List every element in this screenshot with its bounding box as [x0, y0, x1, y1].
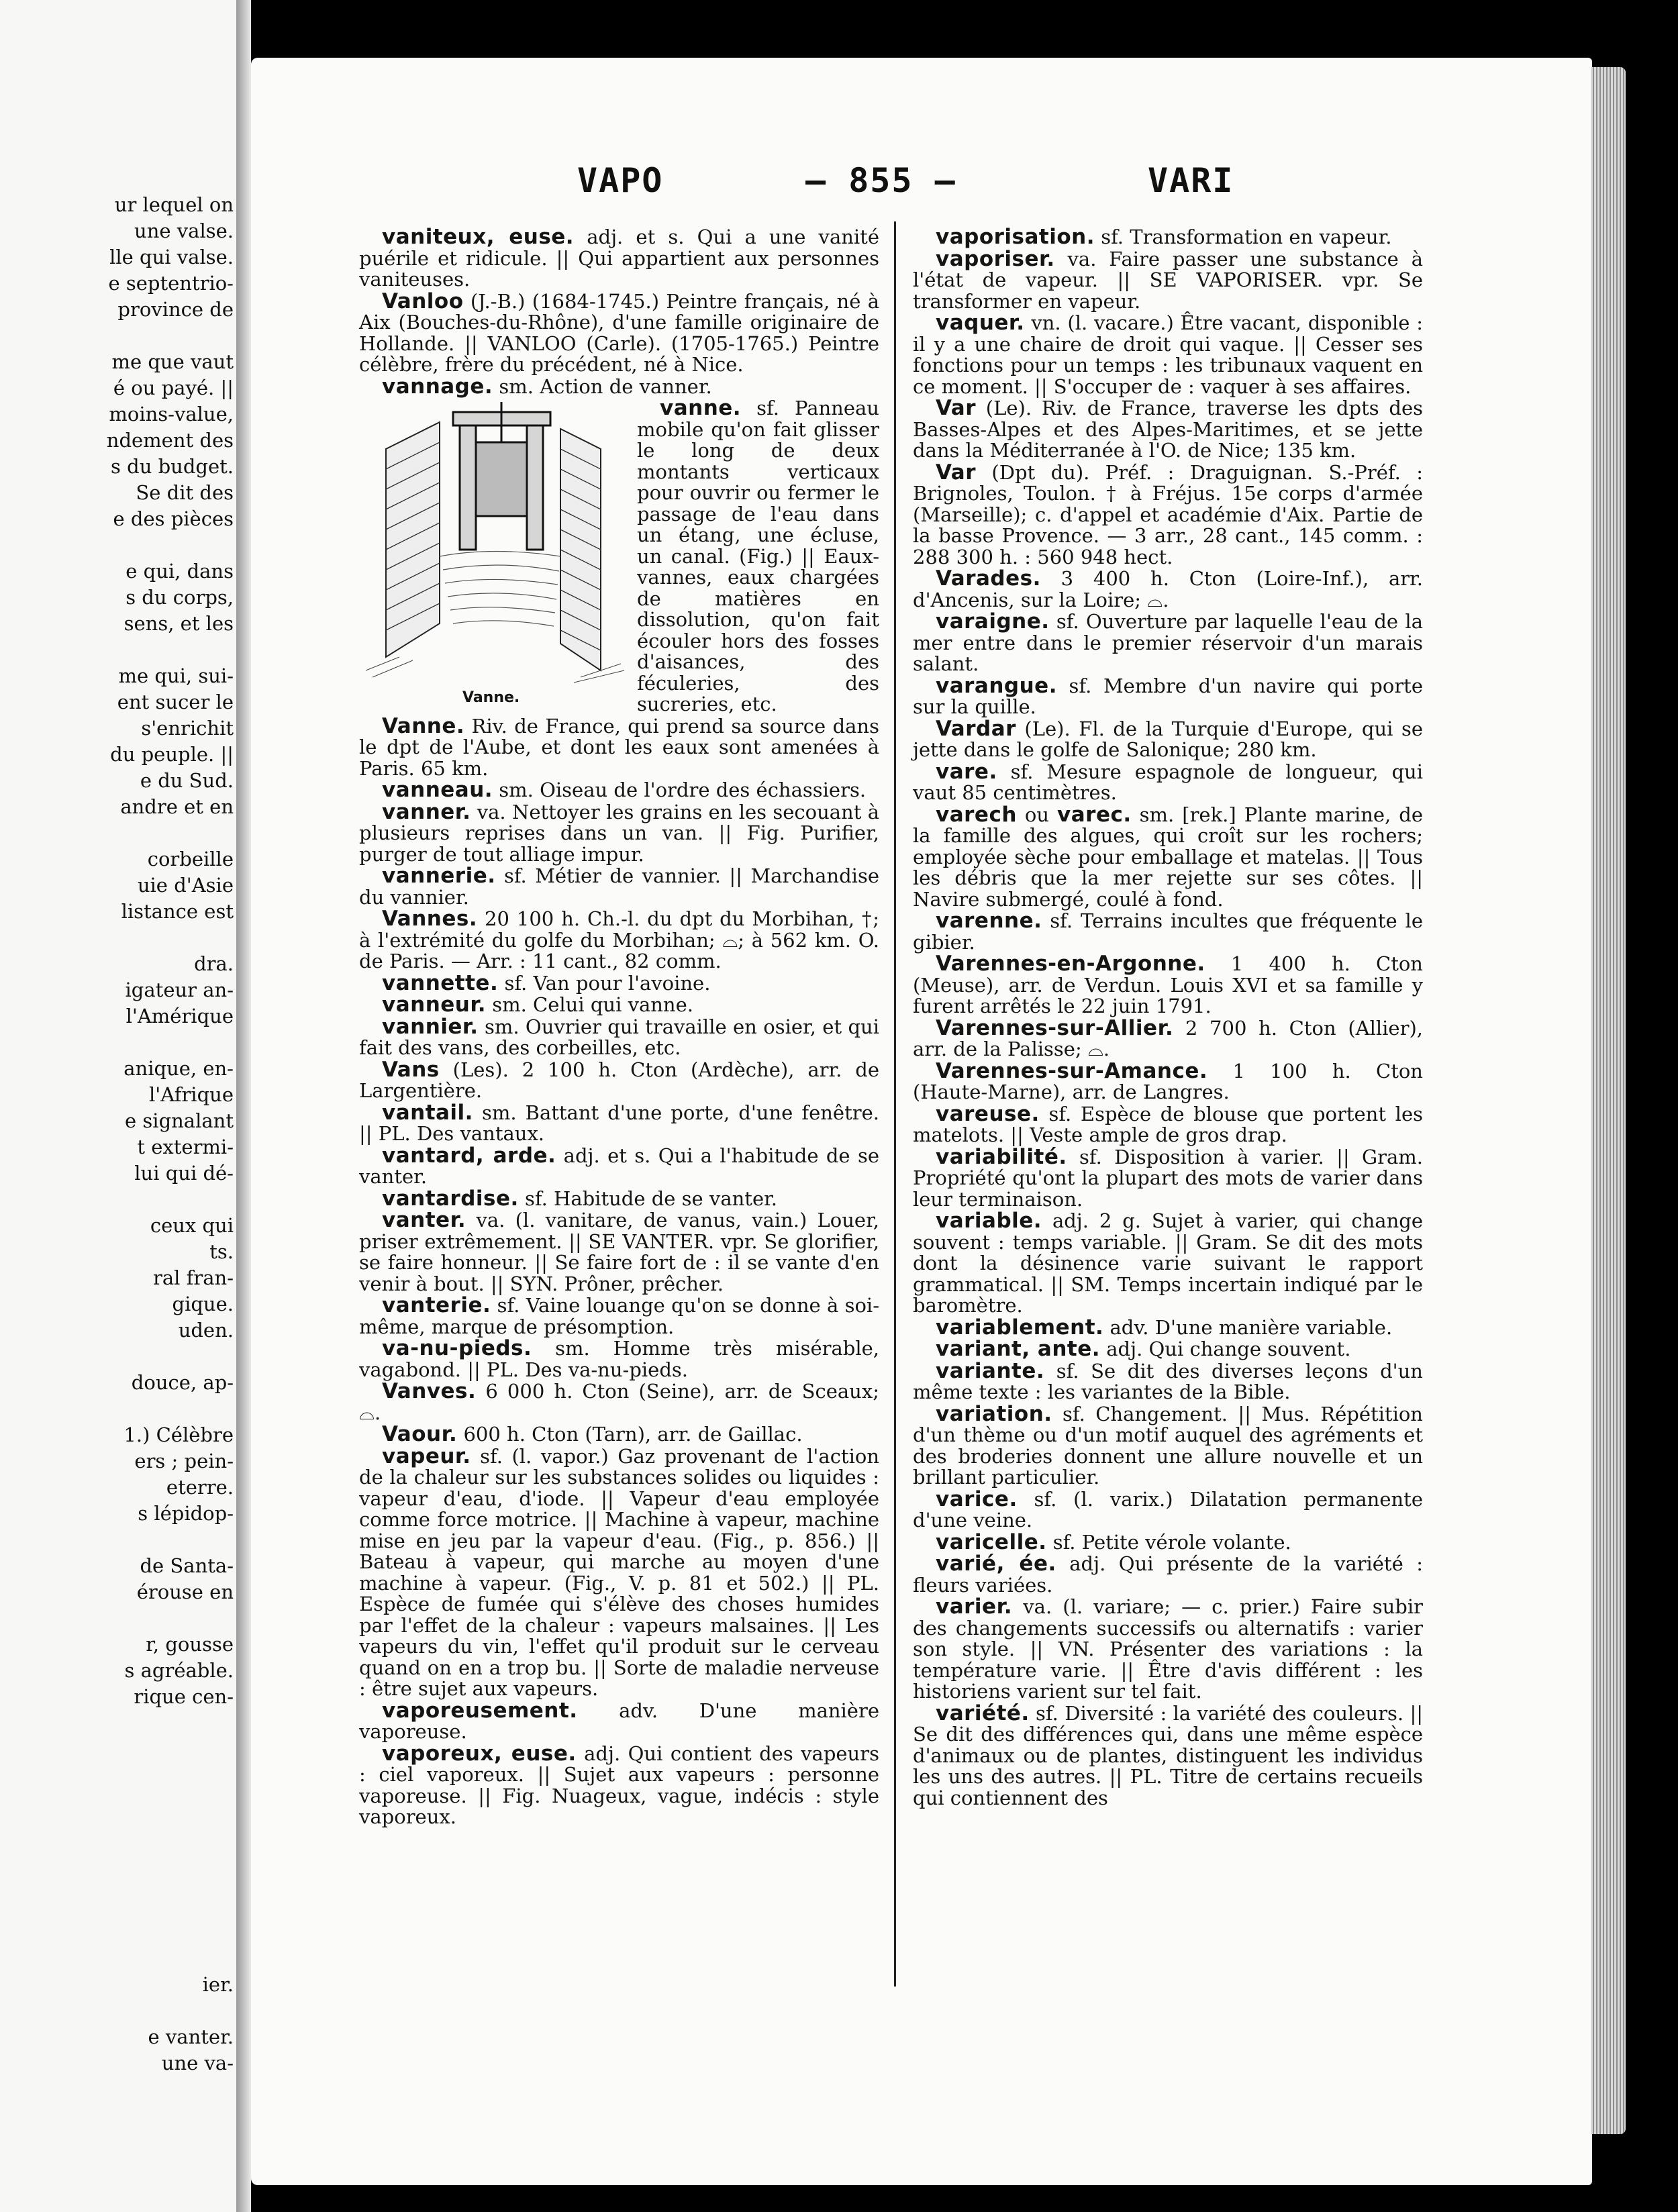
- entry-headword: variation.: [936, 1401, 1052, 1426]
- entry-definition: sm. Homme très misérable, vagabond. || PL. Des va-nu-pieds.: [359, 1337, 879, 1381]
- dictionary-entry: [913, 1358, 1423, 1403]
- entry-headword: variabilité.: [936, 1144, 1067, 1169]
- dictionary-entry: [359, 970, 879, 995]
- facing-page-line: e du Sud.: [140, 769, 234, 792]
- entry-definition: 1 100 h. Cton (Haute-Marne), arr. de Langres.: [913, 1059, 1423, 1103]
- entry-definition: 2 700 h. Cton (Allier), arr. de la Palisse; ⌓.: [913, 1016, 1423, 1060]
- facing-page-line: moins-value,: [109, 403, 234, 425]
- entry-headword: Varades.: [936, 566, 1041, 591]
- dictionary-entry: [359, 1143, 879, 1188]
- entry-headword: vantail.: [382, 1100, 473, 1125]
- dictionary-entry: [359, 995, 879, 1016]
- entry-definition: adj. Qui change souvent.: [1100, 1338, 1351, 1360]
- facing-page-line: du peuple. ||: [110, 743, 234, 766]
- entry-definition: adv. D'une manière variable.: [1103, 1315, 1393, 1339]
- entry-headword: varier.: [936, 1595, 1013, 1619]
- dictionary-entry: [913, 1211, 1423, 1317]
- entry-headword: vanter.: [382, 1208, 466, 1232]
- dictionary-entry: [913, 1058, 1423, 1103]
- facing-page-line: une valse.: [134, 219, 234, 242]
- dictionary-entry: [913, 462, 1423, 568]
- facing-page-line: s lépidop-: [138, 1502, 234, 1525]
- facing-page-line: érouse en: [136, 1580, 234, 1603]
- entry-headword: variablement.: [936, 1315, 1104, 1340]
- entry-definition: 20 100 h. Ch.-l. du dpt du Morbihan, †; à l'extrémité du golfe du Morbihan; ⌓; à 562 km. O. de Paris. — Arr. : 11 cant., 82 comm.: [359, 907, 879, 972]
- entry-definition: adv. D'une manière vaporeuse.: [359, 1699, 879, 1743]
- entry-definition: (Les). 2 100 h. Cton (Ardèche), arr. de Largentière.: [359, 1058, 879, 1102]
- dictionary-entry: [359, 909, 879, 972]
- entry-definition: 6 000 h. Cton (Seine), arr. de Sceaux; ⌓.: [359, 1380, 879, 1424]
- entry-definition: sf. Ouverture par laquelle l'eau de la mer entre dans le premier réservoir d'un marais salant.: [913, 610, 1423, 675]
- entry-definition: 1 400 h. Cton (Meuse), arr. de Verdun. Louis XVI et sa famille y furent arrêtés le 22 juin 1791.: [913, 952, 1423, 1017]
- dictionary-entry: [913, 1144, 1423, 1211]
- facing-page-line: ts.: [209, 1240, 234, 1263]
- entry-headword: vannette.: [382, 970, 499, 995]
- running-header: [322, 161, 1289, 208]
- dictionary-entry: [913, 802, 1423, 911]
- entry-headword: Varennes-sur-Allier.: [936, 1015, 1174, 1040]
- entry-definition: 3 400 h. Cton (Loire-Inf.), arr. d'Ancenis, sur la Loire; ⌓.: [913, 567, 1423, 611]
- entry-definition: sf. Van pour l'avoine.: [498, 971, 711, 995]
- entry-definition: sf. Changement. || Mus. Répétition d'un thème ou d'un motif auquel des agréments et des broderies donnent une allure nouvelle et un brillant particulier.: [913, 1402, 1423, 1489]
- entry-definition: sf. Mesure espagnole de longueur, qui vaut 85 centimètres.: [913, 760, 1423, 804]
- facing-page-line: lui qui dé-: [134, 1162, 234, 1185]
- dictionary-entry: [913, 1339, 1423, 1360]
- facing-page-line: s'enrichit: [141, 717, 234, 740]
- header-right-guide-word: VARI: [1148, 161, 1234, 200]
- dictionary-entry: [359, 799, 879, 866]
- entry-headword: Var: [936, 396, 977, 420]
- entry-headword: Vanloo: [382, 289, 464, 313]
- entry-headword: varicelle.: [936, 1529, 1047, 1554]
- dictionary-entry: [359, 1424, 879, 1446]
- facing-page-line: é ou payé. ||: [113, 376, 234, 399]
- facing-page-line: corbeille: [147, 848, 234, 870]
- entry-definition: (Le). Fl. de la Turquie d'Europe, qui se jette dans le golfe de Salonique; 280 km.: [913, 717, 1423, 761]
- entry-definition: 600 h. Cton (Tarn), arr. de Gaillac.: [457, 1423, 803, 1446]
- dictionary-entry: [913, 911, 1423, 953]
- entry-definition: sm. Ouvrier qui travaille en osier, et qui fait des vans, des corbeilles, etc.: [359, 1015, 879, 1059]
- entry-definition: Riv. de France, qui prend sa source dans le dpt de l'Aube, et dont les eaux sont amenées à Paris. 65 km.: [359, 714, 879, 780]
- entry-definition: ou: [1016, 803, 1058, 826]
- entry-definition: sm. [rek.] Plante marine, de la famille des algues, qui croît sur les rochers; employée sèche pour emballage et matelas. || Tous les débris que la mer rejette sur ses côtes. || Navire submergé, coulé à fond.: [913, 803, 1423, 911]
- dictionary-entry: [913, 954, 1423, 1017]
- sluice-gate-drawing: [359, 402, 628, 684]
- dictionary-entry: [913, 1101, 1423, 1146]
- dictionary-entry: [913, 1015, 1423, 1060]
- entry-headword: Vaour.: [382, 1422, 458, 1446]
- entry-headword: Vardar: [936, 716, 1016, 741]
- facing-page-line: de Santa-: [140, 1554, 234, 1577]
- facing-page-line: ent sucer le: [117, 691, 234, 713]
- entry-headword: Varennes-sur-Amance.: [936, 1058, 1208, 1083]
- dictionary-entry: [913, 313, 1423, 397]
- facing-page-line: dra.: [194, 952, 234, 975]
- entry-headword: va-nu-pieds.: [382, 1336, 532, 1360]
- facing-page-line: lle qui valse.: [109, 246, 234, 268]
- entry-definition: sf. Diversité : la variété des couleurs. || Se dit des différences qui, dans une même espèce d'animaux ou de plantes, distinguent les individus les uns des autres. || PL. Titre de certains recueils qui contiennent des: [913, 1701, 1423, 1809]
- entry-headword: vanterie.: [382, 1293, 491, 1317]
- facing-page-line: s du corps,: [126, 586, 234, 609]
- entry-headword: vannerie.: [382, 864, 496, 888]
- entry-headword: varenne.: [936, 909, 1042, 933]
- dictionary-entry: [359, 1210, 879, 1295]
- facing-page-line: igateur an-: [125, 978, 234, 1001]
- dictionary-entry: [913, 759, 1423, 804]
- dictionary-entry: [359, 291, 879, 376]
- dictionary-entry: [913, 1489, 1423, 1531]
- entry-headword: varech: [936, 802, 1017, 827]
- facing-page-line: me que vaut: [111, 350, 234, 373]
- entry-definition: sm. Action de vanner.: [493, 374, 712, 398]
- entry-definition: sf. (l. vapor.) Gaz provenant de l'action de la chaleur sur les substances solides ou liquides : vapeur d'eau, d'iode. || Vapeur d'eau employée comme force motrice. || Machine à vapeur, machine mise en jeu par la vapeur d'eau. (Fig., p. 856.) || Bateau à vapeur, qui marche au moyen d'une machine à vapeur. (Fig., V. p. 81 et 502.) || PL. Espèce de fumée qui s'élève des choses humides par l'effet de la chaleur : vapeurs malsaines. || Les vapeurs du vin, l'effet qu'il produit sur le cerveau quand on en a trop bu. || Sorte de maladie nerveuse : être sujet aux vapeurs.: [359, 1444, 879, 1700]
- dictionary-entry: [359, 227, 879, 291]
- dictionary-entry: [359, 398, 879, 715]
- entry-headword: Varennes-en-Argonne.: [936, 952, 1205, 976]
- facing-page-line: r, gousse: [146, 1633, 234, 1656]
- entry-definition: va. Faire passer une substance à l'état de vapeur. || SE VAPORISER. vpr. Se transformer en vapeur.: [913, 247, 1423, 313]
- entry-headword: vanneur.: [382, 993, 487, 1017]
- dictionary-entry: [913, 227, 1423, 248]
- dictionary-entry: [359, 1057, 879, 1102]
- facing-page-line: andre et en: [120, 795, 234, 818]
- entry-headword: variable.: [936, 1209, 1042, 1233]
- entry-headword: vaporisation.: [936, 225, 1095, 249]
- facing-page-line: uie d'Asie: [137, 874, 234, 897]
- dictionary-entry: [913, 1597, 1423, 1703]
- entry-definition: sf. Se dit des diverses leçons d'un même texte : les variantes de la Bible.: [913, 1359, 1423, 1403]
- dictionary-entry: [913, 398, 1423, 462]
- entry-headword: varaigne.: [936, 609, 1050, 634]
- entry-headword: variant, ante.: [936, 1337, 1101, 1361]
- entry-definition: (J.-B.) (1684-1745.) Peintre français, né à Aix (Bouches-du-Rhône), d'une famille originaire de Hollande. || VANLOO (Carle). (1705-1765.) Peintre célèbre, frère du précédent, né à Nice.: [359, 289, 879, 376]
- entry-headword: vanneau.: [382, 778, 493, 802]
- dictionary-entry: [913, 716, 1423, 761]
- facing-page-line: anique, en-: [124, 1057, 234, 1080]
- entry-definition: adj. Qui contient des vapeurs : ciel vaporeux. || Sujet aux vapeurs : personne vaporeuse. || Fig. Nuageux, vague, indécis : style vaporeux.: [359, 1742, 879, 1828]
- facing-page-line: l'Amérique: [126, 1005, 234, 1027]
- entry-headword: variante.: [936, 1358, 1045, 1383]
- entry-headword: vantard, arde.: [382, 1143, 556, 1168]
- facing-page-line: ers ; pein-: [134, 1450, 234, 1472]
- facing-page-line: t extermi-: [137, 1136, 234, 1158]
- dictionary-entry: [359, 1014, 879, 1059]
- dictionary-entry: [359, 1381, 879, 1423]
- entry-definition: adj. Qui présente de la variété : fleurs variées.: [913, 1552, 1423, 1597]
- facing-page-line: gique.: [172, 1293, 234, 1315]
- entry-definition: va. (l. vanitare, de vanus, vain.) Louer, priser extrêmement. || SE VANTER. vpr. Se glorifier, se faire honneur. || Se faire fort de : il se vante d'en venir à bout. || SYN. Prôner, prêcher.: [359, 1209, 879, 1295]
- entry-headword: vare.: [936, 759, 997, 784]
- entry-headword: Vanne.: [382, 713, 465, 738]
- entry-definition: sf. (l. varix.) Dilatation permanente d'une veine.: [913, 1487, 1423, 1531]
- entry-headword: varice.: [936, 1487, 1018, 1511]
- entry-headword: vapeur.: [382, 1444, 471, 1468]
- facing-page-line: s agréable.: [124, 1659, 234, 1682]
- facing-page-line: e septentrio-: [108, 272, 234, 295]
- dictionary-entry: [913, 611, 1423, 675]
- dictionary-entry: [913, 246, 1423, 313]
- entry-headword: vaquer.: [936, 311, 1025, 335]
- entry-headword: vareuse.: [936, 1101, 1040, 1126]
- entry-headword: vannage.: [382, 374, 493, 399]
- facing-page-line: e qui, dans: [126, 560, 234, 583]
- facing-page-line: ur lequel on: [114, 193, 234, 216]
- entry-headword: variété.: [936, 1701, 1030, 1725]
- page-edges: [1591, 67, 1626, 2134]
- page-number: — 855 —: [805, 161, 956, 200]
- entry-headword: vanner.: [382, 799, 471, 824]
- entry-definition: va. (l. variare; — c. prier.) Faire subir des changements successifs ou alternatifs : varier son style. || VN. Présenter des variations : la température varie. || Être d'avis différent : les historiens varient sur tel fait.: [913, 1595, 1423, 1703]
- dictionary-entry: [359, 1338, 879, 1380]
- facing-page-line: e signalant: [125, 1109, 234, 1132]
- dictionary-entry: [359, 1698, 879, 1743]
- entry-definition: sm. Battant d'une porte, d'une fenêtre. || PL. Des vantaux.: [359, 1101, 879, 1145]
- entry-definition: sm. Oiseau de l'ordre des échassiers.: [493, 778, 867, 801]
- entry-headword: varangue.: [936, 673, 1057, 698]
- facing-page-line: ceux qui: [150, 1214, 234, 1237]
- facing-page-line: ndement des: [106, 429, 234, 452]
- facing-page-line: uden.: [178, 1319, 234, 1342]
- entry-definition: sf. Panneau mobile qu'on fait glisser le long de deux montants verticaux pour ouvrir ou fermer le passage de l'eau dans un étang, une écluse, un canal. (Fig.) || Eaux-vannes, eaux chargées de matières en dissolution, qu'on fait écouler hors des fosses d'aisances, des féculeries, des sucreries, etc.: [637, 397, 879, 715]
- entry-headword: vaporeux, euse.: [382, 1741, 577, 1766]
- facing-page-line: me qui, sui-: [118, 664, 234, 687]
- dictionary-entry: [359, 1446, 879, 1700]
- facing-page-line: 1.) Célèbre: [124, 1423, 234, 1446]
- entry-definition: adj. et s. Qui a une vanité puérile et ridicule. || Qui appartient aux personnes vaniteuses.: [359, 225, 879, 291]
- facing-page-line: l'Afrique: [149, 1083, 234, 1106]
- facing-page: [0, 0, 236, 2212]
- entry-definition: vn. (l. vacare.) Être vacant, disponible : il y a une chaire de droit qui vaque. || Cesser ses fonctions pour un temps : les tribunaux vaquent en ce moment. || S'occuper de : vaquer à ses affaires.: [913, 311, 1423, 398]
- dictionary-entry: [913, 1401, 1423, 1489]
- dictionary-entry: [913, 673, 1423, 718]
- facing-page-line: une va-: [161, 2052, 234, 2074]
- facing-page-line: ral fran-: [152, 1266, 234, 1289]
- facing-page-line: province de: [117, 298, 234, 321]
- entry-definition: (Le). Riv. de France, traverse les dpts des Basses-Alpes et des Alpes-Maritimes, et se jette dans la Méditerranée à l'O. de Nice; 135 km.: [913, 397, 1423, 462]
- entry-definition: sf. Métier de vannier. || Marchandise du vannier.: [359, 864, 879, 909]
- entry-definition: sf. Petite vérole volante.: [1046, 1530, 1291, 1554]
- entry-definition: va. Nettoyer les grains en les secouant à plusieurs reprises dans un van. || Fig. Purifier, purger de tout alliage impur.: [359, 800, 879, 866]
- dictionary-entry: [359, 1100, 879, 1145]
- entry-headword: vaporiser.: [936, 246, 1055, 271]
- facing-page-line: eterre.: [166, 1476, 234, 1499]
- entry-headword: vantardise.: [382, 1186, 519, 1211]
- dictionary-entry: [913, 1554, 1423, 1596]
- dictionary-entry: [359, 780, 879, 801]
- facing-page-line: sens, et les: [124, 612, 234, 635]
- dictionary-entry: [913, 1529, 1423, 1554]
- dictionary-entry: [359, 1741, 879, 1828]
- dictionary-entry: [359, 1295, 879, 1338]
- entry-headword: vannier.: [382, 1014, 479, 1039]
- facing-page-line: e vanter.: [148, 2025, 234, 2048]
- header-left-guide-word: VAPO: [577, 161, 664, 200]
- entry-headword: varec.: [1057, 802, 1132, 827]
- dictionary-entry: [913, 568, 1423, 611]
- dictionary-entry: [359, 713, 879, 780]
- entry-headword: vaporeusement.: [382, 1698, 578, 1723]
- dictionary-entry: [913, 1317, 1423, 1339]
- entry-headword: varié, ée.: [936, 1552, 1056, 1576]
- entry-definition: (Dpt du). Préf. : Draguignan. S.-Préf. : Brignoles, Toulon. † à Fréjus. 15e corps d'armée (Marseille); c. d'appel et académie d'Aix. Partie de la basse Provence. — 3 arr., 28 cant., 145 comm. : 288 300 h. : 560 948 hect.: [913, 460, 1423, 568]
- facing-page-line: e des pièces: [113, 507, 234, 530]
- entry-definition: sf. Espèce de blouse que portent les matelots. || Veste ample de gros drap.: [913, 1102, 1423, 1146]
- entry-definition: adj. 2 g. Sujet à varier, qui change souvent : temps variable. || Gram. Se dit des mots dont la désinence varie suivant le rapport grammatical. || SM. Temps incertain indiqué par le baromètre.: [913, 1209, 1423, 1317]
- entry-headword: Vanves.: [382, 1379, 477, 1403]
- left-column: [359, 227, 879, 1829]
- figure-caption: Vanne.: [462, 689, 520, 706]
- dictionary-entry: [913, 1703, 1423, 1809]
- facing-page-line: rique cen-: [134, 1685, 234, 1708]
- facing-page-line: s du budget.: [111, 455, 234, 478]
- column-rule: [894, 221, 896, 1987]
- entry-headword: Vans: [382, 1057, 440, 1082]
- entry-definition: sf. Disposition à varier. || Gram. Propriété qu'ont la plupart des mots de varier dans leur terminaison.: [913, 1145, 1423, 1211]
- entry-definition: sf. Habitude de se vanter.: [518, 1187, 777, 1210]
- facing-page-line: ier.: [202, 1973, 234, 1996]
- entry-definition: sf. Vaine louange qu'on se donne à soi-même, marque de présomption.: [359, 1294, 879, 1338]
- vanne-illustration: [359, 402, 628, 707]
- facing-page-line: douce, ap-: [131, 1371, 234, 1394]
- entry-definition: adj. et s. Qui a l'habitude de se vanter.: [359, 1144, 879, 1188]
- entry-definition: sf. Transformation en vapeur.: [1095, 225, 1392, 248]
- book-gutter: [236, 0, 251, 2212]
- entry-headword: Var: [936, 460, 977, 485]
- dictionary-entry: [359, 376, 879, 398]
- facing-page-line: Se dit des: [136, 481, 234, 504]
- facing-page-line: listance est: [121, 900, 234, 923]
- entry-definition: sm. Celui qui vanne.: [486, 993, 693, 1016]
- entry-headword: vaniteux, euse.: [382, 225, 575, 249]
- entry-definition: sf. Membre d'un navire qui porte sur la quille.: [913, 674, 1423, 718]
- entry-headword: vanne.: [660, 396, 742, 420]
- entry-headword: Vannes.: [382, 907, 478, 931]
- right-column: [913, 227, 1423, 1809]
- entry-definition: sf. Terrains incultes que fréquente le gibier.: [913, 909, 1423, 954]
- dictionary-entry: [359, 866, 879, 908]
- dictionary-entry: [359, 1186, 879, 1211]
